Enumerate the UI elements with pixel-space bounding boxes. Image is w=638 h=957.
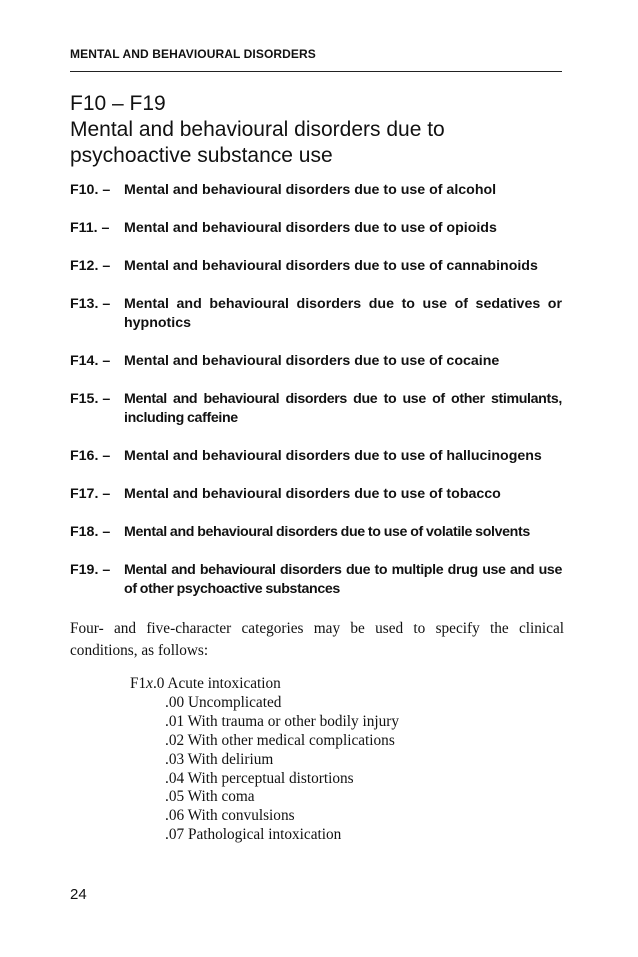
subcategory-item: .04 With perceptual distortions: [165, 769, 354, 787]
category-entry-f16: [70, 447, 562, 466]
subcategory-item: .06 With convulsions: [165, 807, 295, 825]
category-description: Mental and behavioural disorders due to use of hallucinogens: [124, 448, 542, 464]
subcategory-heading: [130, 675, 550, 694]
category-code: F14. –: [70, 353, 111, 369]
subcategory-item: .03 With delirium: [165, 750, 274, 768]
subcategory-item: .02 With other medical complications: [165, 731, 395, 749]
category-description: Mental and behavioural disorders due to use of volatile solvents: [124, 524, 530, 540]
subcategory-variable: x: [146, 675, 153, 692]
block-title-line-2: psychoactive substance use: [70, 144, 333, 167]
header-rule: [70, 71, 562, 72]
category-entry-f10: [70, 181, 562, 200]
subcategory-item: .00 Uncomplicated: [165, 693, 282, 711]
category-code: F15. –: [70, 391, 111, 407]
category-entry-f19: [70, 561, 562, 599]
category-entry-f18: [70, 523, 562, 542]
subcategory-item: .01 With trauma or other bodily injury: [165, 712, 400, 730]
category-entry-f13: [70, 295, 562, 333]
category-description: Mental and behavioural disorders due to use of cocaine: [124, 353, 500, 369]
block-range: F10 – F19: [70, 92, 166, 115]
category-code: F16. –: [70, 448, 111, 464]
category-entry-f12: [70, 257, 562, 276]
category-code: F11. –: [70, 220, 110, 236]
category-entry-f17: [70, 485, 562, 504]
category-entry-f14: [70, 352, 562, 371]
subcategory-title: .0 Acute intoxication: [152, 675, 281, 692]
category-code: F19. –: [70, 562, 111, 578]
block-title: [70, 91, 562, 169]
category-code: F10. –: [70, 182, 111, 198]
subcategory-prefix: F1: [130, 675, 147, 692]
category-code: F18. –: [70, 524, 111, 540]
category-description: Mental and behavioural disorders due to use of tobacco: [124, 486, 501, 502]
category-description: Mental and behavioural disorders due to use of sedatives or hypnotics: [124, 296, 562, 331]
block-title-line-1: Mental and behavioural disorders due to: [70, 118, 445, 141]
subcategory-item: .05 With coma: [165, 788, 255, 806]
category-description: Mental and behavioural disorders due to use of other stimulants, including caffeine: [124, 391, 562, 426]
page-number: 24: [70, 886, 87, 903]
intro-paragraph: Four- and five-character categories may be used to specify the clinical conditions, as follows:: [70, 620, 564, 659]
category-description: Mental and behavioural disorders due to use of opioids: [124, 220, 497, 236]
category-description: Mental and behavioural disorders due to use of alcohol: [124, 182, 497, 198]
category-description: Mental and behavioural disorders due to multiple drug use and use of other psychoactive substances: [124, 562, 562, 597]
subcategory-item: .07 Pathological intoxication: [165, 826, 342, 844]
category-description: Mental and behavioural disorders due to use of cannabinoids: [124, 258, 538, 274]
category-entry-f15: [70, 390, 562, 428]
subcategory-list: [130, 675, 550, 845]
running-head: MENTAL AND BEHAVIOURAL DISORDERS: [70, 47, 316, 61]
category-code: F13. –: [70, 296, 111, 312]
category-list: [70, 181, 562, 618]
category-code: F17. –: [70, 486, 111, 502]
category-code: F12. –: [70, 258, 111, 274]
category-entry-f11: [70, 219, 562, 238]
